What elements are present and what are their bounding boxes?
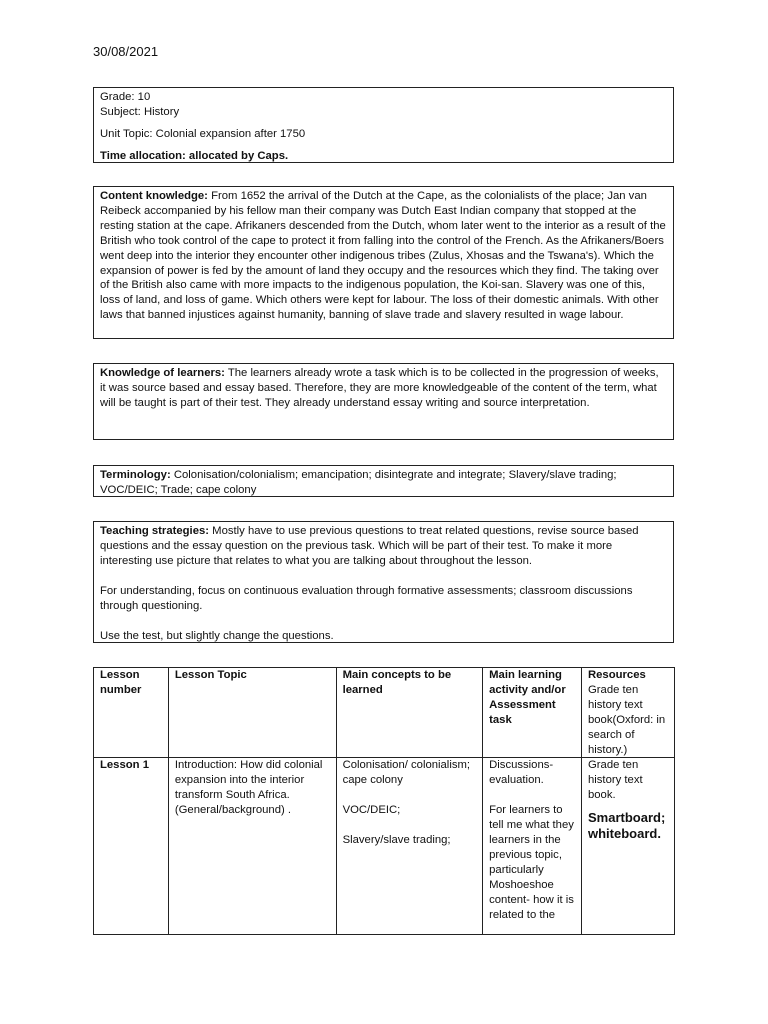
lesson-1-concepts xyxy=(336,758,483,935)
header-resources-cell xyxy=(581,668,674,758)
content-knowledge-box xyxy=(93,186,674,339)
knowledge-of-learners-box xyxy=(93,363,674,440)
activity-item: For learners to tell me what they learners in the previous topic, particularly Moshoeshoe content- how it is related to the xyxy=(489,804,574,921)
header-main-concepts: Main concepts to be learned xyxy=(336,668,483,758)
lesson-1-topic: Introduction: How did colonial expansion into the interior transform South Africa.(General/background) . xyxy=(168,758,336,935)
time-allocation: Time allocation: allocated by Caps. xyxy=(100,149,289,162)
header-resources: Resources xyxy=(587,669,646,681)
teaching-strategies-para2: For understanding, focus on continuous evaluation through formative assessments; classroom discussions through questioning. xyxy=(100,584,633,612)
teaching-strategies-box xyxy=(93,521,674,643)
teaching-strategies-label: Teaching strategies: xyxy=(100,525,210,537)
subject: Subject: History xyxy=(100,105,180,118)
knowledge-of-learners-label: Knowledge of learners: xyxy=(100,367,225,379)
grade: Grade: 10 xyxy=(100,91,151,103)
header-lesson-number: Lesson number xyxy=(94,668,169,758)
concept-item: VOC/DEIC; xyxy=(342,804,401,817)
concept-item: Colonisation/ colonialism; cape colony xyxy=(342,759,471,787)
header-main-activity: Main learning activity and/or Assessment task xyxy=(483,668,582,758)
activity-item: Discussions- evaluation. xyxy=(489,759,554,787)
terminology-label: Terminology: xyxy=(100,469,171,481)
resources-text: Grade ten history text book. xyxy=(587,759,643,802)
lesson-plan-table xyxy=(93,667,675,935)
content-knowledge-text: From 1652 the arrival of the Dutch at the Cape, as the colonialists of the place; Jan van Reibeck accompanied by his fellow man their company was Dutch East Indian company that stopped at the resting station at the cape. Afrikaners descended from the Dutch, whom later went to the interior as a result of the British who took control of the cape to protect it from falling into the control of the French. As the Afrikaners/Boers went deep into the interior they encounter other indigenous tribes (Zulus, Xhosas and the Tswana's). Which the expansion of power is fed by the amount of land they occupy and the resources which they find. The taking over of the British also came with more impacts to the indigenous population, the Koi-san. Slavery was one of this, loss of land, and loss of game. Which others were kept for labour. The loss of their domestic animals. With other laws that banned injustices against humanity, banning of slave trade and slavery resulted in wage labour. xyxy=(100,190,666,322)
table-row xyxy=(94,758,675,935)
header-box xyxy=(93,87,674,163)
header-lesson-topic: Lesson Topic xyxy=(168,668,336,758)
unit-topic: Unit Topic: Colonial expansion after 1750 xyxy=(100,127,306,140)
lesson-1-resources xyxy=(581,758,674,935)
header-resources-text: Grade ten history text book(Oxford: in search of history.) xyxy=(587,683,666,756)
lesson-1-activity xyxy=(483,758,582,935)
knowledge-of-learners-text: The learners already wrote a task which is to be collected in the progression of weeks, it was source based and essay based. Therefore, they are more knowledgeable of the content of the term, what will be taught is part of their test. They already understand essay writing and source interpretation. xyxy=(100,367,659,409)
resources-bold-text: Smartboard; whiteboard. xyxy=(587,810,666,842)
terminology-text: Colonisation/colonialism; emancipation; disintegrate and integrate; Slavery/slave trading; VOC/DEIC; Trade; cape colony xyxy=(100,469,617,496)
lesson-1-number: Lesson 1 xyxy=(94,758,169,935)
table-header-row xyxy=(94,668,675,758)
teaching-strategies-para3: Use the test, but slightly change the questions. xyxy=(100,629,334,642)
document-date: 30/08/2021 xyxy=(93,44,159,59)
concept-item: Slavery/slave trading; xyxy=(342,834,451,847)
teaching-strategies-text: Mostly have to use previous questions to treat related questions, revise source based questions and the essay question on the previous task. Which will be part of their test. To make it more interesting use picture that relates to what you are talking about throughout the lesson. xyxy=(100,525,639,567)
content-knowledge-label: Content knowledge: xyxy=(100,190,208,202)
terminology-box xyxy=(93,465,674,497)
